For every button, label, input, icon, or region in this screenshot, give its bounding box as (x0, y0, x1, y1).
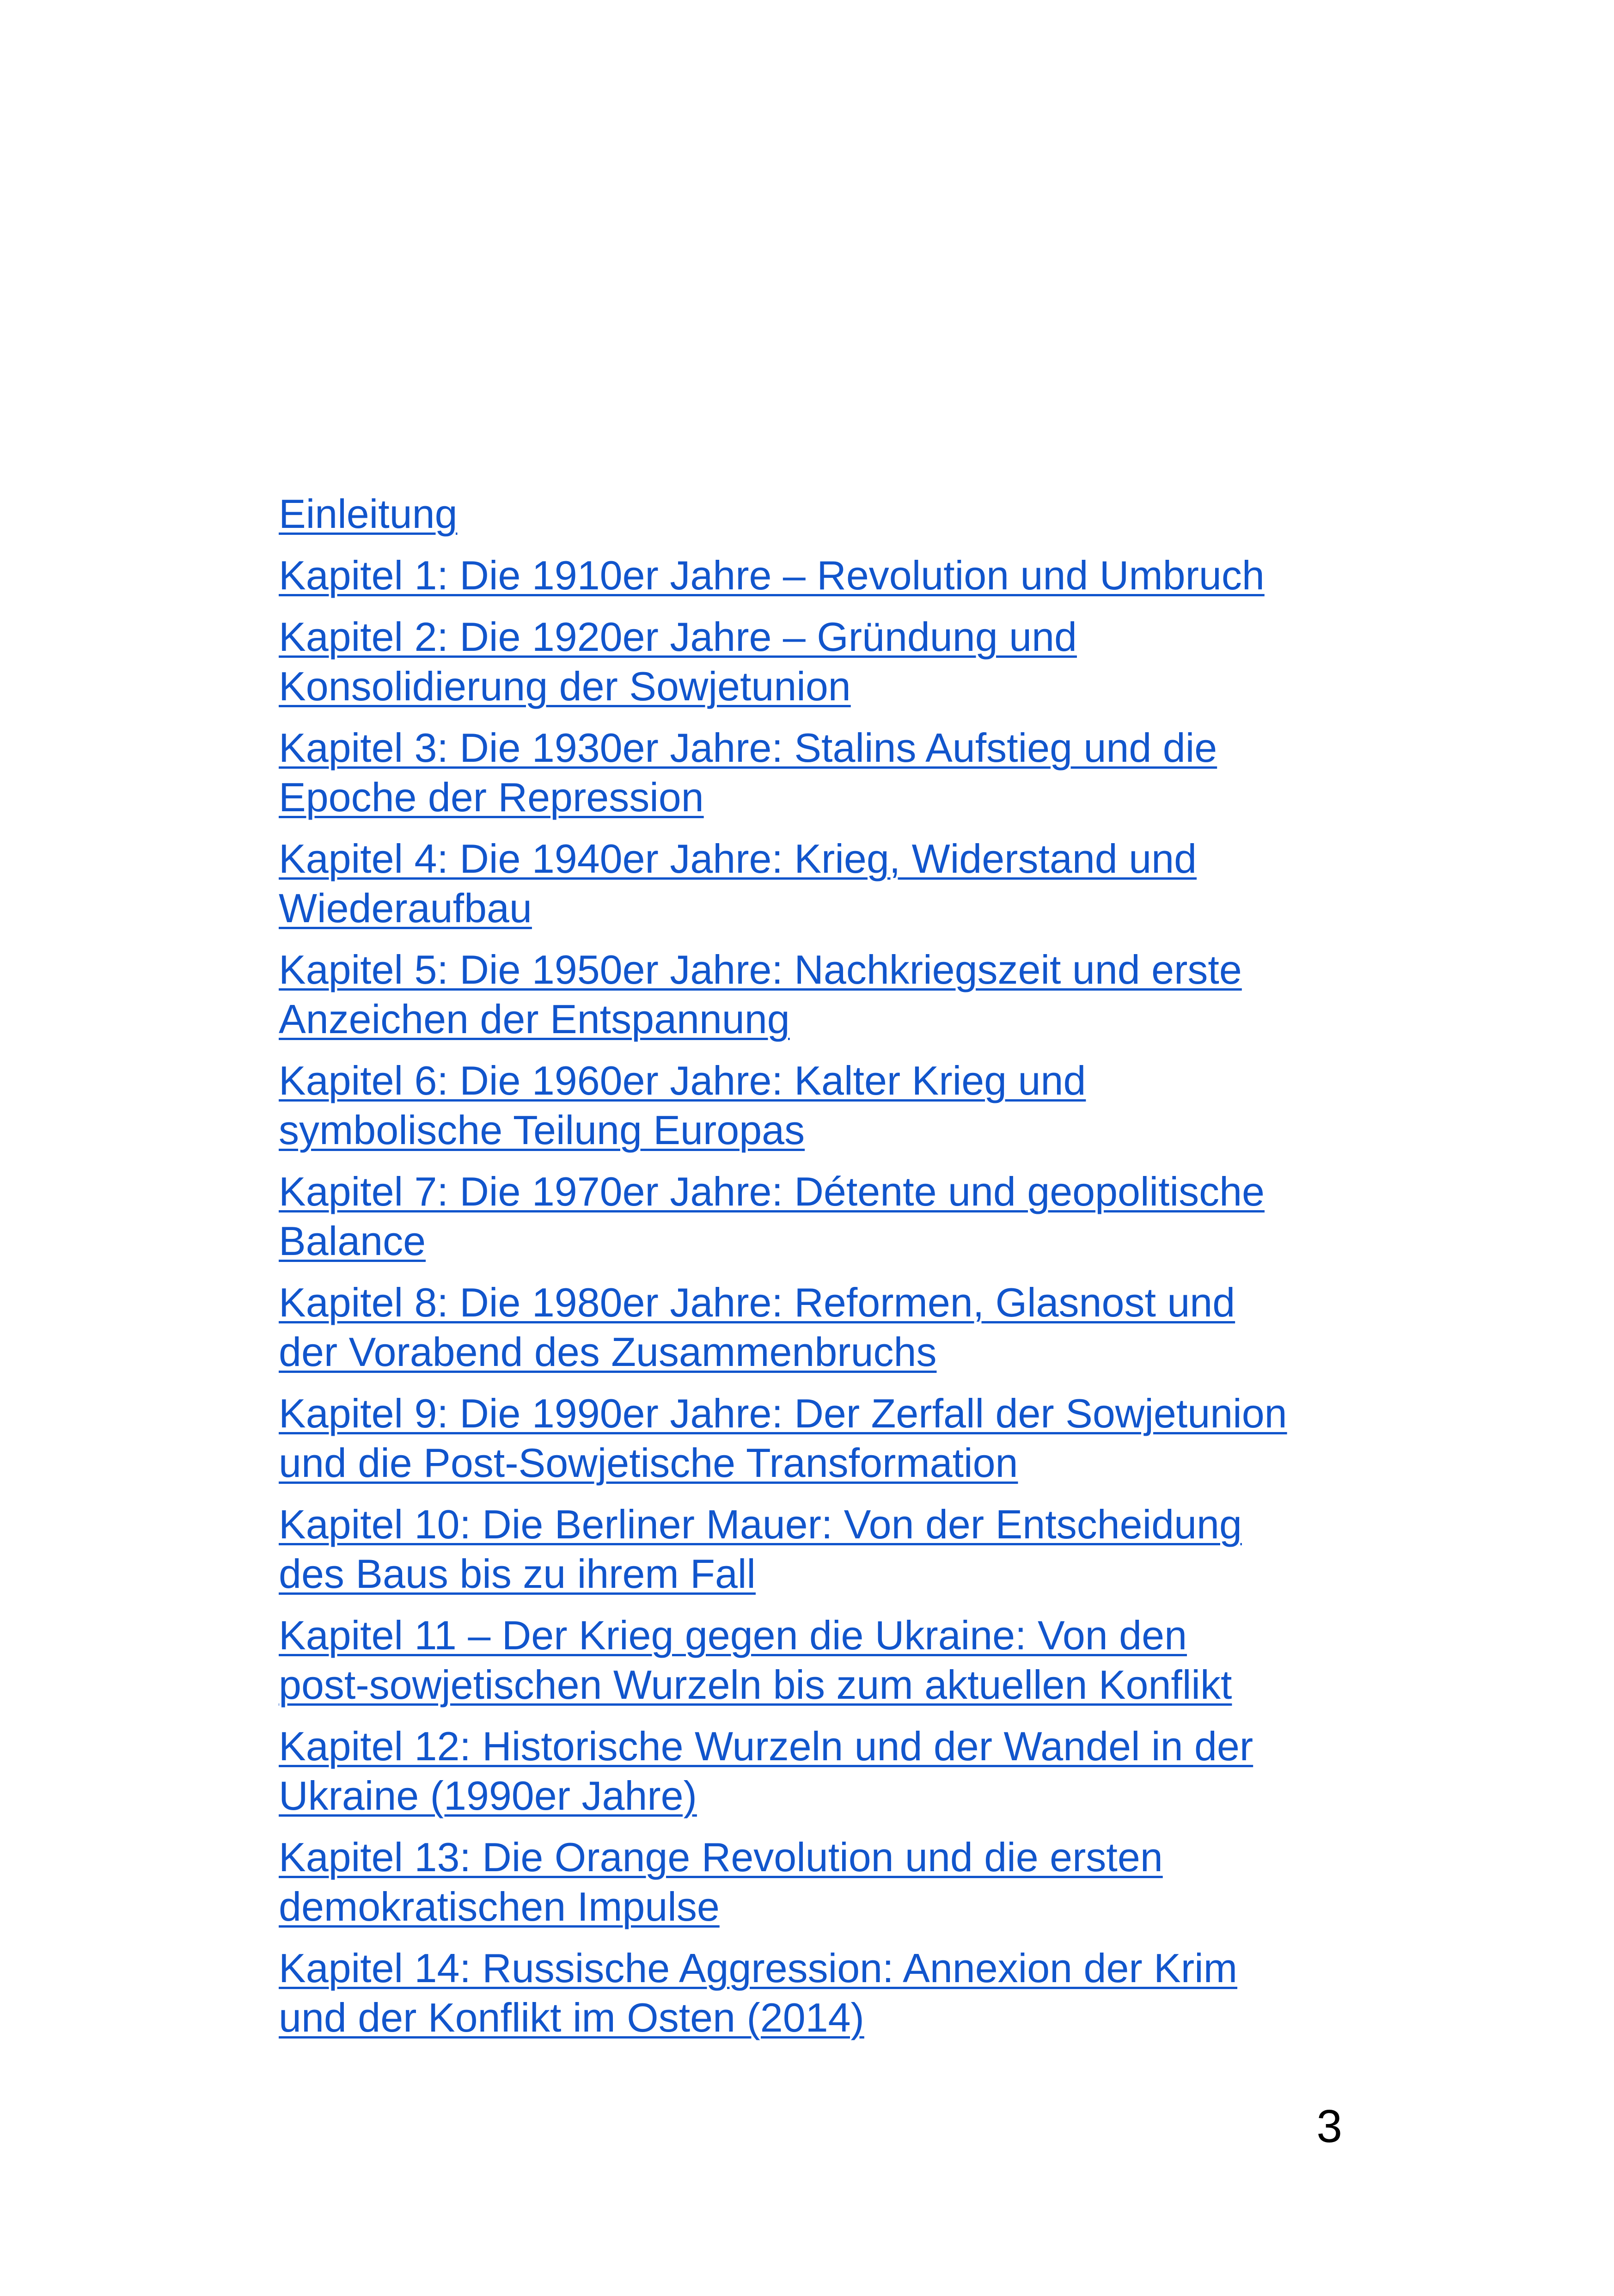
toc-link-line: Kapitel 4: Die 1940er Jahre: Krieg, Widerstand und (279, 836, 1197, 882)
toc-link-chapter-3[interactable] (279, 725, 1217, 820)
toc-link-chapter-12[interactable] (279, 1723, 1253, 1818)
toc-entry-chapter-7 (279, 1167, 1388, 1266)
table-of-contents (279, 489, 1388, 2054)
toc-link-line: Kapitel 11 – Der Krieg gegen die Ukraine: Von den (279, 1612, 1187, 1658)
toc-link-line: des Baus bis zu ihrem Fall (279, 1551, 756, 1597)
toc-entry-chapter-4 (279, 834, 1388, 933)
toc-link-line: Anzeichen der Entspannung (279, 996, 790, 1042)
toc-link-chapter-11[interactable] (279, 1612, 1232, 1708)
toc-entry-chapter-10 (279, 1500, 1388, 1598)
toc-link-chapter-7[interactable] (279, 1169, 1265, 1264)
toc-link-line: Kapitel 5: Die 1950er Jahre: Nachkriegszeit und erste (279, 947, 1242, 992)
toc-entry-chapter-3 (279, 723, 1388, 822)
toc-entry-chapter-12 (279, 1721, 1388, 1820)
toc-link-line: Kapitel 3: Die 1930er Jahre: Stalins Aufstieg und die (279, 725, 1217, 771)
toc-link-chapter-10[interactable] (279, 1501, 1242, 1597)
toc-link-line: Kapitel 1: Die 1910er Jahre – Revolution und Umbruch (279, 552, 1265, 598)
toc-link-line: und die Post-Sowjetische Transformation (279, 1440, 1018, 1486)
toc-link-chapter-14[interactable] (279, 1945, 1237, 2040)
toc-link-line: Ukraine (1990er Jahre) (279, 1773, 697, 1818)
toc-entry-chapter-14 (279, 1943, 1388, 2042)
toc-link-line: Kapitel 6: Die 1960er Jahre: Kalter Krieg und (279, 1058, 1086, 1103)
toc-link-line: Konsolidierung der Sowjetunion (279, 663, 851, 709)
toc-entry-chapter-13 (279, 1832, 1388, 1931)
toc-link-chapter-8[interactable] (279, 1280, 1235, 1375)
toc-link-line: Wiederaufbau (279, 885, 532, 931)
toc-link-line: Einleitung (279, 491, 458, 537)
toc-entry-chapter-6 (279, 1056, 1388, 1155)
toc-link-line: Balance (279, 1218, 426, 1264)
toc-link-line: Kapitel 2: Die 1920er Jahre – Gründung und (279, 614, 1077, 660)
toc-entry-chapter-5 (279, 945, 1388, 1044)
toc-link-chapter-2[interactable] (279, 614, 1077, 709)
toc-link-line: und der Konflikt im Osten (2014) (279, 1995, 864, 2040)
toc-link-chapter-9[interactable] (279, 1390, 1287, 1486)
toc-link-einleitung[interactable] (279, 491, 458, 537)
toc-link-line: symbolische Teilung Europas (279, 1107, 805, 1153)
toc-entry-chapter-9 (279, 1389, 1388, 1488)
toc-link-chapter-5[interactable] (279, 947, 1242, 1042)
page-number: 3 (1316, 2100, 1342, 2152)
toc-link-line: der Vorabend des Zusammenbruchs (279, 1329, 937, 1375)
toc-link-line: Kapitel 14: Russische Aggression: Annexion der Krim (279, 1945, 1238, 1991)
toc-link-chapter-1[interactable] (279, 552, 1265, 598)
toc-link-line: demokratischen Impulse (279, 1884, 720, 1929)
toc-link-line: Kapitel 9: Die 1990er Jahre: Der Zerfall der Sowjetunion (279, 1390, 1287, 1436)
toc-entry-chapter-11 (279, 1610, 1388, 1709)
toc-link-line: post-sowjetischen Wurzeln bis zum aktuellen Konflikt (279, 1662, 1232, 1708)
toc-entry-einleitung (279, 489, 1388, 539)
toc-link-chapter-13[interactable] (279, 1834, 1163, 1929)
toc-link-line: Kapitel 7: Die 1970er Jahre: Détente und geopolitische (279, 1169, 1265, 1214)
toc-link-line: Epoche der Repression (279, 774, 704, 820)
toc-entry-chapter-8 (279, 1278, 1388, 1377)
toc-entry-chapter-2 (279, 612, 1388, 711)
toc-link-line: Kapitel 8: Die 1980er Jahre: Reformen, Glasnost und (279, 1280, 1235, 1325)
toc-link-line: Kapitel 12: Historische Wurzeln und der Wandel in der (279, 1723, 1253, 1769)
toc-link-chapter-4[interactable] (279, 836, 1197, 931)
toc-entry-chapter-1 (279, 551, 1388, 600)
toc-link-line: Kapitel 13: Die Orange Revolution und die ersten (279, 1834, 1163, 1880)
toc-link-chapter-6[interactable] (279, 1058, 1086, 1153)
toc-link-line: Kapitel 10: Die Berliner Mauer: Von der Entscheidung (279, 1501, 1242, 1547)
